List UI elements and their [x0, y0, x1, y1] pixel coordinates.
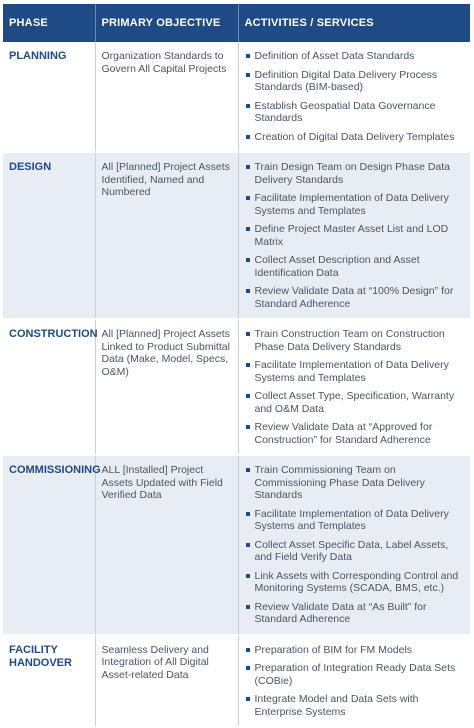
table-row: [3, 42, 470, 152]
table-row: [3, 319, 470, 455]
objective-cell: ALL [Installed] Project Assets Updated with Field Verified Data: [95, 455, 238, 635]
activities-list: [245, 644, 465, 719]
activities-list: [245, 50, 465, 143]
phase-cell: PLANNING: [3, 42, 95, 152]
header-row: [3, 4, 470, 42]
phase-table: [3, 4, 470, 728]
activities-list: [245, 328, 465, 446]
header-activities: ACTIVITIES / SERVICES: [238, 4, 470, 42]
activities-cell: [238, 635, 470, 728]
activity-item: Definition of Asset Data Standards: [245, 50, 465, 63]
activity-item: Collect Asset Type, Specification, Warranty and O&M Data: [245, 390, 465, 415]
activity-item: Definition Digital Data Delivery Process Standards (BIM-based): [245, 69, 465, 94]
activity-item: Creation of Digital Data Delivery Templates: [245, 131, 465, 144]
activities-cell: [238, 319, 470, 455]
activity-item: Preparation of BIM for FM Models: [245, 644, 465, 657]
activity-item: Collect Asset Description and Asset Identification Data: [245, 254, 465, 279]
activities-cell: [238, 42, 470, 152]
activity-item: Facilitate Implementation of Data Delivery Systems and Templates: [245, 359, 465, 384]
table-row: [3, 455, 470, 635]
activities-cell: [238, 152, 470, 319]
phase-cell: FACILITY HANDOVER: [3, 635, 95, 728]
objective-cell: Seamless Delivery and Integration of All Digital Asset-related Data: [95, 635, 238, 728]
activity-item: Train Design Team on Design Phase Data Delivery Standards: [245, 161, 465, 186]
phase-cell: DESIGN: [3, 152, 95, 319]
activities-list: [245, 161, 465, 310]
table-row: [3, 635, 470, 728]
objective-cell: Organization Standards to Govern All Capital Projects: [95, 42, 238, 152]
activity-item: Define Project Master Asset List and LOD Matrix: [245, 223, 465, 248]
phase-cell: CONSTRUCTION: [3, 319, 95, 455]
header-primary-objective: PRIMARY OBJECTIVE: [95, 4, 238, 42]
activity-item: Review Validate Data at “100% Design” for Standard Adherence: [245, 285, 465, 310]
activity-item: Review Validate Data at “As Built” for Standard Adherence: [245, 601, 465, 626]
activities-list: [245, 464, 465, 626]
activity-item: Link Assets with Corresponding Control and Monitoring Systems (SCADA, BMS, etc.): [245, 570, 465, 595]
activity-item: Train Commissioning Team on Commissioning Phase Data Delivery Standards: [245, 464, 465, 502]
activity-item: Preparation of Integration Ready Data Sets (COBie): [245, 662, 465, 687]
activity-item: Train Construction Team on Construction Phase Data Delivery Standards: [245, 328, 465, 353]
activity-item: Facilitate Implementation of Data Delivery Systems and Templates: [245, 192, 465, 217]
activity-item: Collect Asset Specific Data, Label Assets, and Field Verify Data: [245, 539, 465, 564]
activity-item: Integrate Model and Data Sets with Enterprise Systems: [245, 693, 465, 718]
table-row: [3, 152, 470, 319]
activity-item: Facilitate Implementation of Data Delivery Systems and Templates: [245, 508, 465, 533]
objective-cell: All [Planned] Project Assets Identified, Named and Numbered: [95, 152, 238, 319]
table-body: [3, 42, 470, 727]
objective-cell: All [Planned] Project Assets Linked to Product Submittal Data (Make, Model, Specs, O&M): [95, 319, 238, 455]
activity-item: Review Validate Data at “Approved for Construction” for Standard Adherence: [245, 421, 465, 446]
phase-table-container: [3, 4, 470, 728]
activity-item: Establish Geospatial Data Governance Standards: [245, 100, 465, 125]
header-phase: PHASE: [3, 4, 95, 42]
activities-cell: [238, 455, 470, 635]
phase-cell: COMMISSIONING: [3, 455, 95, 635]
